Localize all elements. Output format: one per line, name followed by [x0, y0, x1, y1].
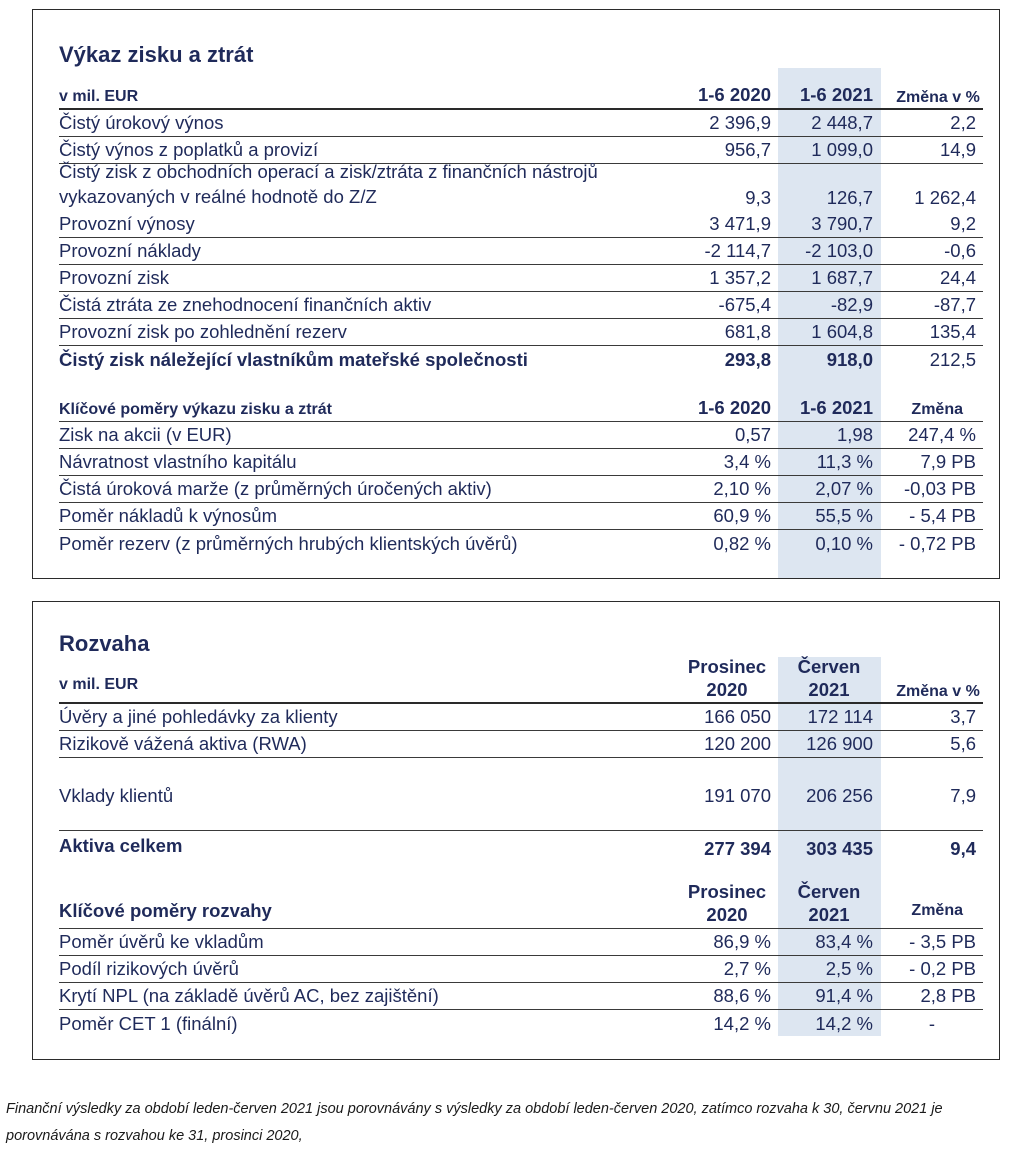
value-change: 2,2 — [950, 112, 976, 133]
value-2021: 11,3 % — [816, 451, 873, 472]
value-change: - 0,2 PB — [909, 958, 976, 979]
value-2021: 2,07 % — [815, 478, 873, 499]
value-change: 14,9 — [939, 139, 976, 160]
income-ratios-col3-header: Změna — [911, 401, 963, 418]
value-2020: 956,7 — [724, 139, 771, 160]
balance-ratios-header-row — [59, 877, 983, 929]
value-2021: 2 448,7 — [811, 112, 873, 133]
balance-title: Rozvaha — [59, 631, 150, 656]
balance-col1-header: Prosinec 2020 — [687, 656, 767, 700]
table-row — [59, 449, 983, 476]
value-change: 7,9 PB — [920, 451, 976, 472]
row-label: Provozní náklady — [59, 240, 201, 261]
value-2020: 0,57 — [734, 424, 771, 445]
value-2021: 1 099,0 — [811, 139, 873, 160]
table-row — [59, 292, 983, 319]
value-change: 5,6 — [950, 733, 976, 754]
value-2021: 55,5 % — [815, 505, 873, 526]
income-unit-label: v mil. EUR — [59, 88, 139, 105]
value-change: 24,4 — [939, 267, 976, 288]
value-dec-2020: 86,9 % — [713, 931, 771, 952]
table-row — [59, 758, 983, 831]
value-jun-2021: 83,4 % — [815, 931, 873, 952]
value-change: 2,8 PB — [920, 985, 976, 1006]
table-row — [59, 956, 983, 983]
row-label: Čistá ztráta ze znehodnocení finančních aktiv — [59, 294, 432, 315]
row-label: Podíl rizikových úvěrů — [59, 958, 239, 979]
value-2021: 918,0 — [826, 349, 873, 370]
value-change: 135,4 — [929, 321, 976, 342]
value-change: 9,2 — [950, 213, 976, 234]
table-row — [59, 983, 983, 1010]
row-label: Čistý výnos z poplatků a provizí — [59, 139, 319, 160]
value-2021: -2 103,0 — [805, 240, 873, 261]
value-2020: 3 471,9 — [709, 213, 771, 234]
row-label: Návratnost vlastního kapitálu — [59, 451, 297, 472]
value-dec-2020: 166 050 — [704, 706, 771, 727]
balance-ratios-col3-header: Změna — [911, 902, 963, 919]
row-label: Poměr úvěrů ke vkladům — [59, 931, 264, 952]
value-2020: 9,3 — [745, 187, 771, 208]
income-ratios-col1-header: 1-6 2020 — [697, 397, 771, 418]
table-row — [59, 161, 983, 211]
row-label: Čistý zisk z obchodních operací a zisk/ztráta z finančních nástrojů vykazovaných v reálné hodnotě do Z/Z — [59, 161, 598, 207]
table-row — [59, 319, 983, 346]
value-2020: -2 114,7 — [704, 240, 771, 261]
balance-col2-header: Červen 2021 — [797, 656, 861, 700]
balance-unit-label: v mil. EUR — [59, 676, 139, 693]
value-dec-2020: 14,2 % — [713, 1013, 771, 1034]
value-2020: 2,10 % — [713, 478, 771, 499]
income-ratios-col2-header: 1-6 2021 — [799, 397, 873, 418]
table-row-total-assets — [59, 831, 983, 858]
value-change: -0,03 PB — [904, 478, 976, 499]
balance-ratios-title: Klíčové poměry rozvahy — [59, 900, 272, 921]
row-label: Aktiva celkem — [59, 835, 183, 856]
table-row — [59, 503, 983, 530]
value-change: - 3,5 PB — [909, 931, 976, 952]
row-label: Úvěry a jiné pohledávky za klienty — [59, 706, 338, 727]
value-change: 9,4 — [950, 838, 976, 859]
table-row — [59, 265, 983, 292]
value-change: 212,5 — [929, 349, 976, 370]
value-2020: 1 357,2 — [709, 267, 771, 288]
value-2021: 1,98 — [836, 424, 873, 445]
row-label: Provozní zisk — [59, 267, 170, 288]
table-row — [59, 530, 983, 557]
value-2020: 0,82 % — [713, 533, 771, 554]
value-2021: 0,10 % — [815, 533, 873, 554]
row-label: Čistá úroková marže (z průměrných úročených aktiv) — [59, 478, 492, 499]
value-2020: 2 396,9 — [709, 112, 771, 133]
row-label: Vklady klientů — [59, 785, 174, 806]
row-label: Čistý úrokový výnos — [59, 112, 224, 133]
balance-header-row — [59, 654, 983, 704]
balance-ratios-col2-header: Červen 2021 — [797, 881, 861, 925]
value-2020: 60,9 % — [713, 505, 771, 526]
table-row — [59, 422, 983, 449]
value-2021: 1 604,8 — [811, 321, 873, 342]
value-change: 7,9 — [950, 785, 976, 806]
value-2021: 3 790,7 — [811, 213, 873, 234]
table-row-net-profit — [59, 346, 983, 373]
table-row — [59, 1010, 983, 1037]
value-change: 247,4 % — [908, 424, 976, 445]
value-dec-2020: 88,6 % — [713, 985, 771, 1006]
table-row — [59, 110, 983, 137]
value-change: 3,7 — [950, 706, 976, 727]
value-change: - 0,72 PB — [898, 533, 976, 554]
row-label: Krytí NPL (na základě úvěrů AC, bez zajištění) — [59, 985, 439, 1006]
row-label: Zisk na akcii (v EUR) — [59, 424, 232, 445]
value-jun-2021: 206 256 — [806, 785, 873, 806]
value-jun-2021: 172 114 — [807, 706, 873, 727]
value-change: - — [928, 1013, 935, 1034]
income-col1-header: 1-6 2020 — [697, 84, 771, 105]
value-jun-2021: 14,2 % — [815, 1013, 873, 1034]
balance-col3-header: Změna v % — [896, 683, 980, 700]
table-row — [59, 731, 983, 758]
value-2020: 681,8 — [724, 321, 771, 342]
value-dec-2020: 191 070 — [704, 785, 771, 806]
value-2021: 1 687,7 — [811, 267, 873, 288]
value-change: -87,7 — [933, 294, 976, 315]
table-row — [59, 929, 983, 956]
value-dec-2020: 277 394 — [704, 838, 771, 859]
value-dec-2020: 2,7 % — [723, 958, 771, 979]
row-label: Poměr rezerv (z průměrných hrubých klientských úvěrů) — [59, 533, 518, 554]
value-change: - 5,4 PB — [909, 505, 976, 526]
balance-ratios-col1-header: Prosinec 2020 — [687, 881, 767, 925]
row-label: Rizikově vážená aktiva (RWA) — [59, 733, 307, 754]
table-row — [59, 476, 983, 503]
value-jun-2021: 2,5 % — [825, 958, 873, 979]
table-row — [59, 238, 983, 265]
value-2020: -675,4 — [718, 294, 771, 315]
value-jun-2021: 126 900 — [806, 733, 873, 754]
table-row — [59, 211, 983, 238]
balance-sheet-panel — [32, 601, 1000, 1060]
income-title: Výkaz zisku a ztrát — [59, 42, 254, 67]
value-2020: 293,8 — [724, 349, 771, 370]
value-jun-2021: 303 435 — [806, 838, 873, 859]
income-statement-panel — [32, 9, 1000, 579]
footnote: Finanční výsledky za období leden-červen 2021 jsou porovnávány s výsledky za období leden-červen 2020, zatímco rozvaha k 30, červnu 2021 je porovnávána s rozvahou ke 31, prosinci 2020, — [6, 1101, 943, 1144]
table-row — [59, 704, 983, 731]
income-col3-header: Změna v % — [896, 89, 980, 106]
row-label: Provozní zisk po zohlednění rezerv — [59, 321, 347, 342]
value-dec-2020: 120 200 — [704, 733, 771, 754]
income-col2-header: 1-6 2021 — [799, 84, 873, 105]
row-label: Čistý zisk náležející vlastníkům mateřské společnosti — [59, 349, 528, 370]
value-jun-2021: 91,4 % — [815, 985, 873, 1006]
income-header-row — [59, 70, 983, 110]
row-label: Provozní výnosy — [59, 213, 195, 234]
value-change: -0,6 — [944, 240, 976, 261]
value-change: 1 262,4 — [914, 187, 976, 208]
value-2021: 126,7 — [826, 187, 873, 208]
row-label: Poměr nákladů k výnosům — [59, 505, 277, 526]
row-label: Poměr CET 1 (finální) — [59, 1013, 238, 1034]
value-2020: 3,4 % — [723, 451, 771, 472]
income-ratios-title: Klíčové poměry výkazu zisku a ztrát — [59, 401, 332, 418]
income-ratios-header-row — [59, 395, 983, 422]
value-2021: -82,9 — [830, 294, 873, 315]
